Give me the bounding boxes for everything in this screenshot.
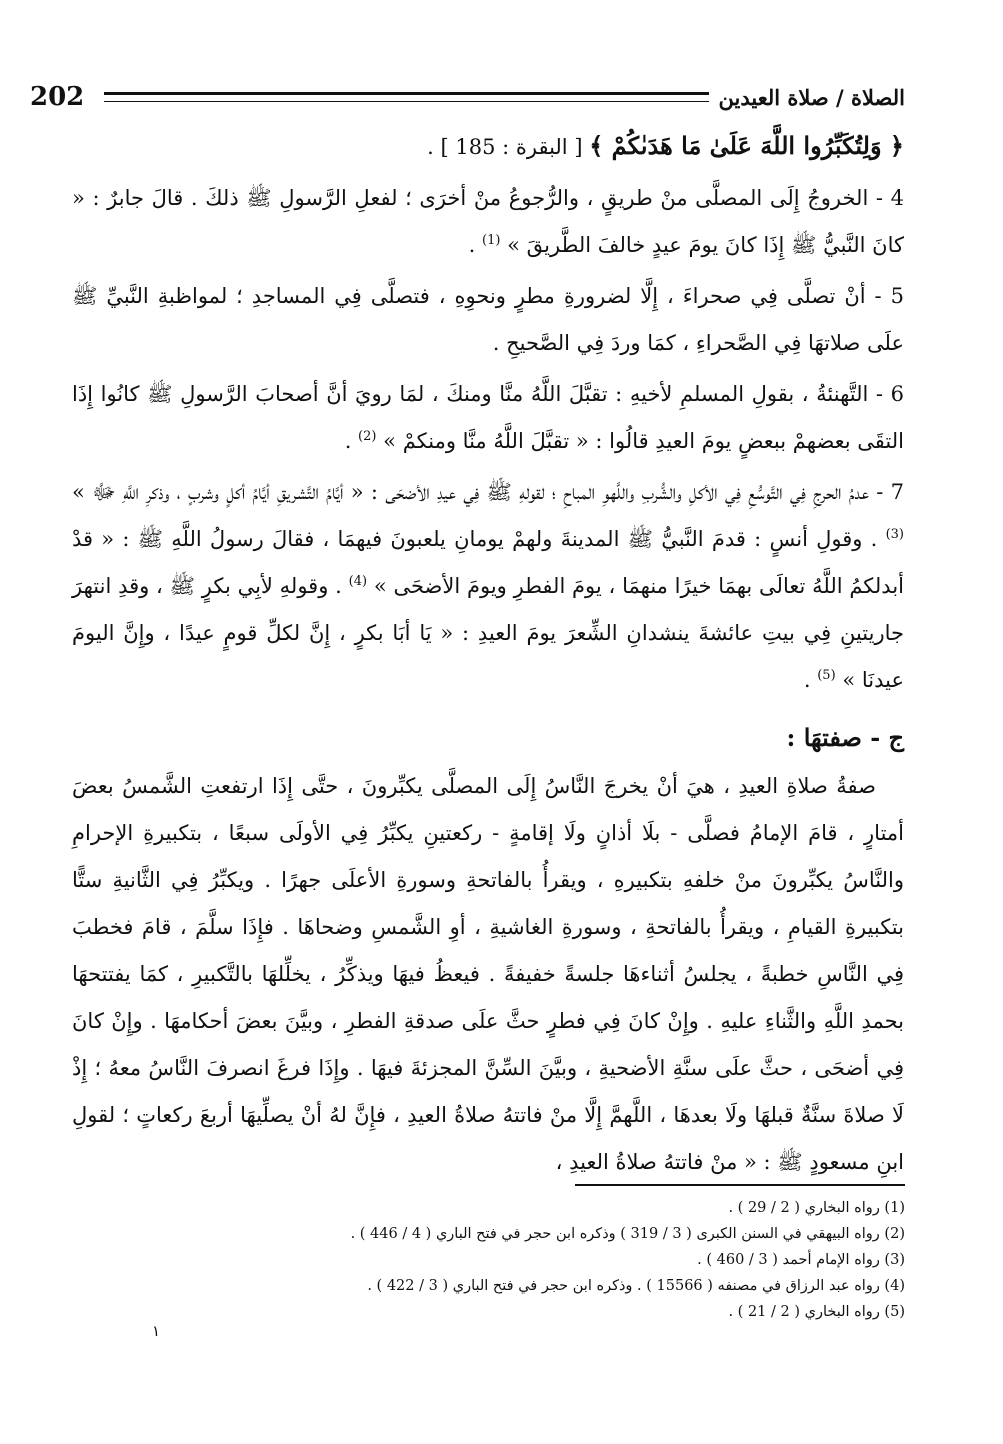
- list-item-7: 7 - عدمُ الحرجِ فِي التَّوسُّعِ فِي الأكلِ والشُّربِ واللَّهوِ المباحِ ؛ لقولهِ ﷺ فِي عيدِ الأضحَى : « أيَّامُ التَّشريقِ أيَّامُ أكلٍ وشربٍ ، وذكرِ اللَّهِ ﷻ » $^{(3)}$ . وقولِ أنسٍ : قدمَ النَّبيُّ ﷺ المدينةَ ولهمْ يومانِ يلعبونَ فيهمَا ، فقالَ رسولُ اللَّهِ ﷺ : « قدْ أبدلكمُ اللَّهُ تعالَى بهمَا خيرًا منهمَا ، يومَ الفطرِ ويومَ الأضحَى » $^{(4)}$ . وقولهِ لأبِي بكرٍ ﷺ ، وقدِ انتهرَ جاريتينِ فِي بيتِ عائشةَ ينشدانِ الشِّعرَ يومَ العيدِ : « يَا أبَا بكرٍ ، إِنَّ لكلِّ قومٍ عيدًا ، وإِنَّ اليومَ عيدنَا » $^{(5)}$ .: [72, 480, 905, 692]
- list-item-5: [72, 273, 904, 367]
- footnote: (4) رواه عبد الرزاق في مصنفه ( 15566 ) . وذكره ابن حجر في فتح الباري ( 3 / 422 ) .: [367, 1278, 905, 1294]
- footnote: (5) رواه البخاري ( 2 / 21 ) .: [728, 1304, 905, 1320]
- item7-line3: يومانِ يلعبونَ فيهمَا ، فقالَ رسولُ اللَّهِ ﷺ : « قدْ أبدلكمُ اللَّهُ تعالَى بهمَا خيرًا منهمَا ، يومَ الفطرِ: [72, 527, 905, 598]
- para-line: صلاةُ العيدِ ، فإِنَّ لهُ أنْ يصلِّيهَا أربعَ ركعاتٍ ؛ لقولِ ابنِ مسعودٍ ﷺ : « منْ فاتتهُ صلاةُ العيدِ ،: [72, 1103, 904, 1174]
- footnote-ref-5: (5): [817, 668, 836, 683]
- item5-line2: ﷺ علَى صلاتهَا فِي الصَّحراءِ ، كمَا وردَ فِي الصَّحيحِ .: [72, 284, 904, 355]
- item6-line1: 6 - التَّهنئةُ ، بقولِ المسلمِ لأخيهِ : تقبَّلَ اللَّهُ منَّا ومنكَ ، لمَا رويَ أنَّ أصحابَ الرَّسولِ ﷺ: [147, 382, 904, 406]
- footnote-ref-1: (1): [482, 233, 501, 248]
- page-header: [30, 78, 905, 116]
- running-title: الصلاة / صلاة العيدين: [718, 84, 905, 110]
- item7-line4a: ويومَ الأضحَى »: [373, 574, 507, 598]
- verse-line: [72, 122, 904, 171]
- main-text: [72, 122, 904, 1186]
- footnote-ref-4: (4): [348, 574, 368, 589]
- item7-line2b: . وقولِ أنسٍ : قدمَ النَّبيُّ ﷺ المدينةَ ولهمْ: [512, 527, 878, 551]
- para-line: صفةُ صلاةِ العيدِ ، هيَ أنْ يخرجَ النَّاسُ إِلَى المصلَّى يكبِّرونَ ، حتَّى إِذَا ارتفعتِ الشَّمسُ: [122, 774, 876, 798]
- footnote-ref-2: (2): [358, 429, 377, 444]
- para-line: بالتَّكبيرِ ، كمَا يفتتحهَا بحمدِ اللَّهِ والثَّناءِ عليهِ . وإِنْ كانَ فِي فطرٍ حثَّ علَى صدقةِ الفطرِ ،: [72, 962, 904, 1033]
- item6-line2: كانُوا إِذَا التقَى بعضهمْ ببعضٍ يومَ العيدِ قالُوا : « تقبَّلَ اللَّهُ منَّا ومنكمْ »: [72, 382, 904, 453]
- footnotes: [240, 1195, 905, 1325]
- footnote: (1) رواه البخاري ( 2 / 29 ) .: [728, 1200, 905, 1216]
- list-item-6: 6 - التَّهنئةُ ، بقولِ المسلمِ لأخيهِ : تقبَّلَ اللَّهُ منَّا ومنكَ ، لمَا رويَ أنَّ أصحابَ الرَّسولِ ﷺ كانُوا إِذَا التقَى بعضهمْ ببعضٍ يومَ العيدِ قالُوا : « تقبَّلَ اللَّهُ منَّا ومنكمْ » $^{(2)}$ .: [72, 382, 904, 453]
- footnote: (2) رواه البيهقي في السنن الكبرى ( 3 / 319 ) وذكره ابن حجر في فتح الباري ( 4 / 446 ) .: [350, 1226, 905, 1242]
- list-item-4: 4 - الخروجُ إِلَى المصلَّى منْ طريقٍ ، والرُّجوعُ منْ أخرَى ؛ لفعلِ الرَّسولِ ﷺ ذلكَ . قالَ جابرٌ : « كانَ النَّبيُّ ﷺ إِذَا كانَ يومَ عيدٍ خالفَ الطَّريقَ » $^{(1)}$ .: [72, 186, 904, 257]
- para-line: الثَّانيةِ ستًّا بتكبيرةِ القيامِ ، ويقرأُ بالفاتحةِ ، وسورةِ الغاشيةِ ، أوِ الشَّمسِ وضحاهَا . فإِذَا سلَّمَ ،: [72, 868, 904, 939]
- para-line: وبيَّنَ بعضَ أحكامهَا . وإِنْ كانَ فِي أضحَى ، حثَّ علَى سنَّةِ الأضحيةِ ، وبيَّنَ السِّنَّ المجزئةَ: [72, 1009, 904, 1080]
- item7-line2a: « أيَّامُ التَّشريقِ أيَّامُ أكلٍ وشربٍ ، وذكرِ اللَّهِ ﷻ »: [72, 480, 364, 504]
- description-paragraph: [72, 763, 904, 1186]
- para-line: قامَ فخطبَ فِي النَّاسِ خطبةً ، يجلسُ أثناءهَا جلسةً خفيفةً . فيعظُ فيهَا ويذكِّرُ ، يخلِّلهَا: [72, 915, 904, 986]
- item7-line1: 7 - عدمُ الحرجِ فِي التَّوسُّعِ فِي الأكلِ والشُّربِ واللَّهوِ المباحِ ؛ لقولهِ ﷺ فِي عيدِ الأضحَى :: [370, 480, 904, 504]
- header-rule: [104, 92, 708, 102]
- para-line: الإحرامِ والنَّاسُ يكبِّرونَ منْ خلفهِ بتكبيرهِ ، ويقرأُ بالفاتحةِ وسورةِ الأعلَى جهرًا . ويكبِّرُ فِي: [72, 821, 904, 892]
- para-line: بعضَ أمتارٍ ، قامَ الإمامُ فصلَّى - بلَا أذانٍ ولَا إقامةٍ - ركعتينِ يكبِّرُ فِي الأولَى سبعًا ، بتكبيرةِ: [72, 774, 904, 845]
- footnote-ref-3: (3): [885, 527, 904, 542]
- marginal-mark: ١: [152, 1322, 161, 1340]
- item4-line1: 4 - الخروجُ إِلَى المصلَّى منْ طريقٍ ، والرُّجوعُ منْ أخرَى ؛ لفعلِ الرَّسولِ ﷺ ذلكَ . قالَ: [151, 186, 904, 210]
- footnote-rule: [575, 1184, 905, 1186]
- section-heading: ج - صفتهَا :: [786, 723, 904, 752]
- item7-line5a: العيدِ : « يَا أبَا بكرٍ ، إِنَّ لكلِّ قومٍ عيدًا ، وإِنَّ اليومَ عيدنَا »: [72, 621, 904, 692]
- page-number: 202: [30, 82, 85, 112]
- quran-verse: ﴿ وَلِتُكَبِّرُوا اللَّهَ عَلَىٰ مَا هَدَىٰكُمْ ﴾: [589, 131, 904, 160]
- para-line: فيهَا . وإِذَا فرغَ انصرفَ النَّاسُ معهُ ؛ إِذْ لَا صلاةَ سنَّةٌ قبلهَا ولَا بعدهَا ، اللَّهمَّ إِلَّا منْ فاتتهُ: [72, 1056, 904, 1127]
- footnote: (3) رواه الإمام أحمد ( 3 / 460 ) .: [697, 1252, 905, 1268]
- item7-line4b: . وقولهِ لأبِي بكرٍ ﷺ ، وقدِ انتهرَ جاريتينِ فِي بيتِ عائشةَ ينشدانِ الشِّعرَ يومَ: [72, 574, 904, 645]
- item4-line2: جابرٌ : « كانَ النَّبيُّ ﷺ إِذَا كانَ يومَ عيدٍ خالفَ الطَّريقَ »: [72, 186, 904, 257]
- verse-reference: [ البقرة : 185 ] .: [427, 135, 583, 159]
- item5-line1: 5 - أنْ تصلَّى فِي صحراءَ ، إِلَّا لضرورةِ مطرٍ ونحوِهِ ، فتصلَّى فِي المساجدِ ؛ لمواظبةِ النَّبيِّ: [106, 284, 904, 308]
